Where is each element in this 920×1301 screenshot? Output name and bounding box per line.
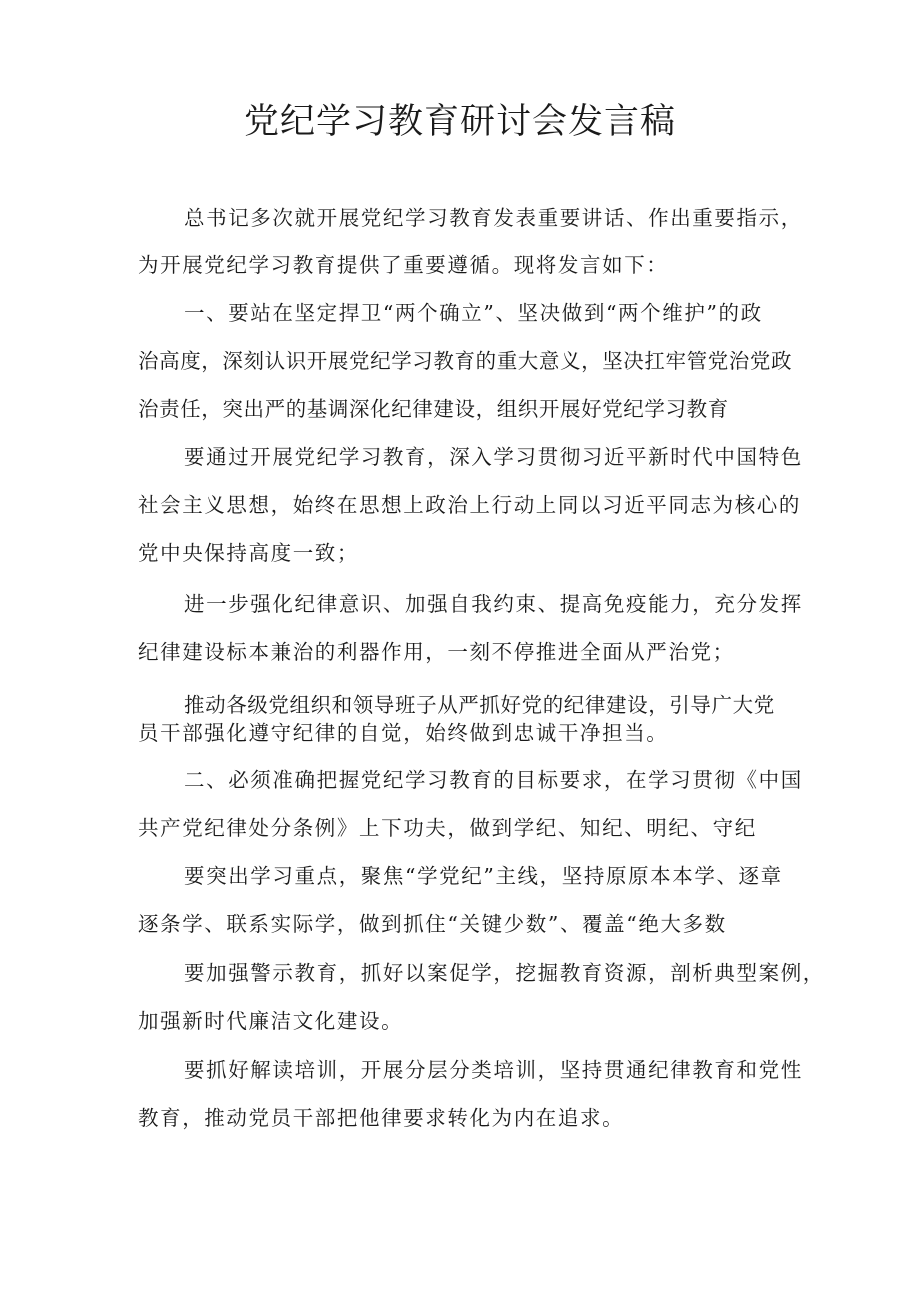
text-line: 加强新时代廉洁文化建设。 [138, 1009, 404, 1033]
text-line: 推动各级党组织和领导班子从严抓好党的纪律建设，引导广大党 [184, 693, 775, 717]
document-title: 党纪学习教育研讨会发言稿 [243, 102, 676, 142]
text-line: 进一步强化纪律意识、加强自我约束、提高免疫能力，充分发挥 [184, 592, 803, 616]
text-line: 员干部强化遵守纪律的自觉，始终做到忠诚干净担当。 [138, 721, 669, 745]
text-line: 要通过开展党纪学习教育，深入学习贯彻习近平新时代中国特色 [184, 445, 803, 469]
text-line: 总书记多次就开展党纪学习教育发表重要讲话、作出重要指示， [184, 206, 803, 230]
text-line: 为开展党纪学习教育提供了重要遵循。现将发言如下： [138, 253, 669, 277]
text-line: 共产党纪律处分条例》上下功夫，做到学纪、知纪、明纪、守纪 [138, 816, 757, 840]
text-line: 要抓好解读培训，开展分层分类培训，坚持贯通纪律教育和党性 [184, 1058, 803, 1082]
text-line: 社会主义思想，始终在思想上政治上行动上同以习近平同志为核心的 [138, 493, 801, 517]
text-line: 纪律建设标本兼治的利器作用，一刻不停推进全面从严治党； [138, 640, 735, 664]
text-line: 治高度，深刻认识开展党纪学习教育的重大意义，坚决扛牢管党治党政 [138, 349, 793, 373]
text-line: 党中央保持高度一致； [138, 541, 359, 565]
text-line: 一、要站在坚定捍卫“两个确立”、坚决做到“两个维护”的政 [184, 301, 763, 325]
text-line: 逐条学、联系实际学，做到抓住“关键少数”、覆盖“绝大多数 [138, 912, 727, 936]
text-line: 治责任，突出严的基调深化纪律建设，组织开展好党纪学习教育 [138, 397, 729, 421]
text-line: 要加强警示教育，抓好以案促学，挖掘教育资源，剖析典型案例， [184, 961, 825, 985]
text-line: 二、必须准确把握党纪学习教育的目标要求，在学习贯彻《中国 [184, 768, 803, 792]
text-line: 要突出学习重点，聚焦“学党纪”主线，坚持原原本本学、逐章 [184, 864, 783, 888]
text-line: 教育，推动党员干部把他律要求转化为内在追求。 [138, 1106, 625, 1130]
